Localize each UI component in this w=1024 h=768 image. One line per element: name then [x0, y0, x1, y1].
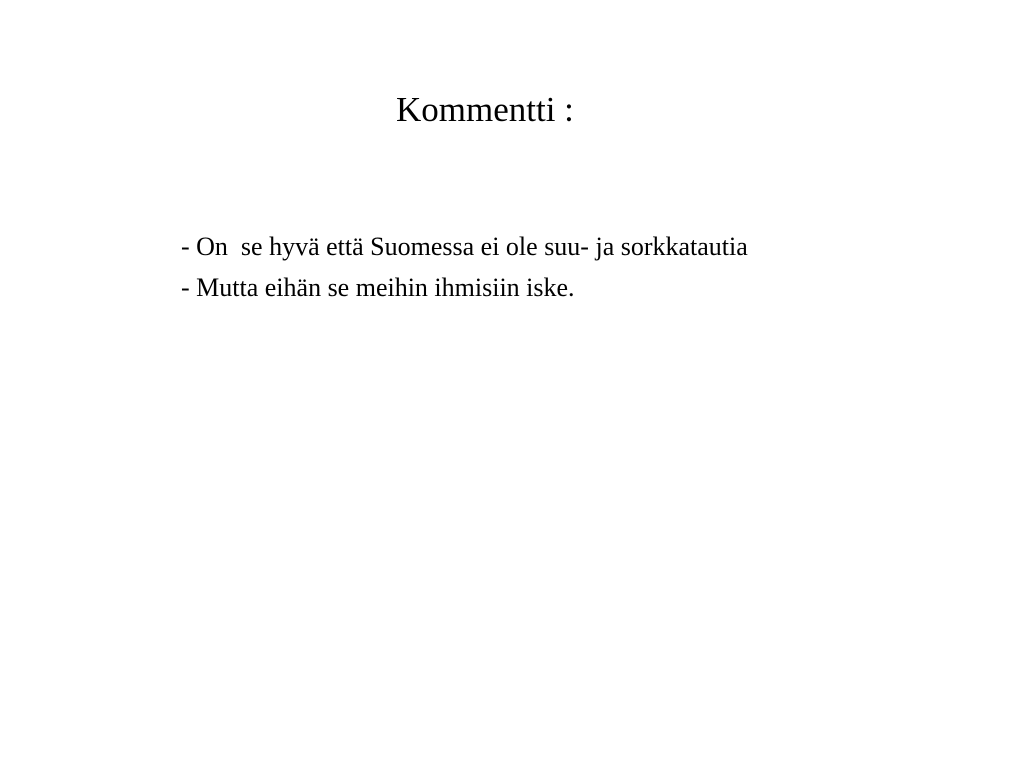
- comment-line: - On se hyvä että Suomessa ei ole suu- ja sorkkatautia: [181, 232, 748, 261]
- comment-line: - Mutta eihän se meihin ihmisiin iske.: [181, 273, 575, 302]
- comment-body: [181, 226, 748, 308]
- slide-title: Kommentti :: [396, 90, 574, 129]
